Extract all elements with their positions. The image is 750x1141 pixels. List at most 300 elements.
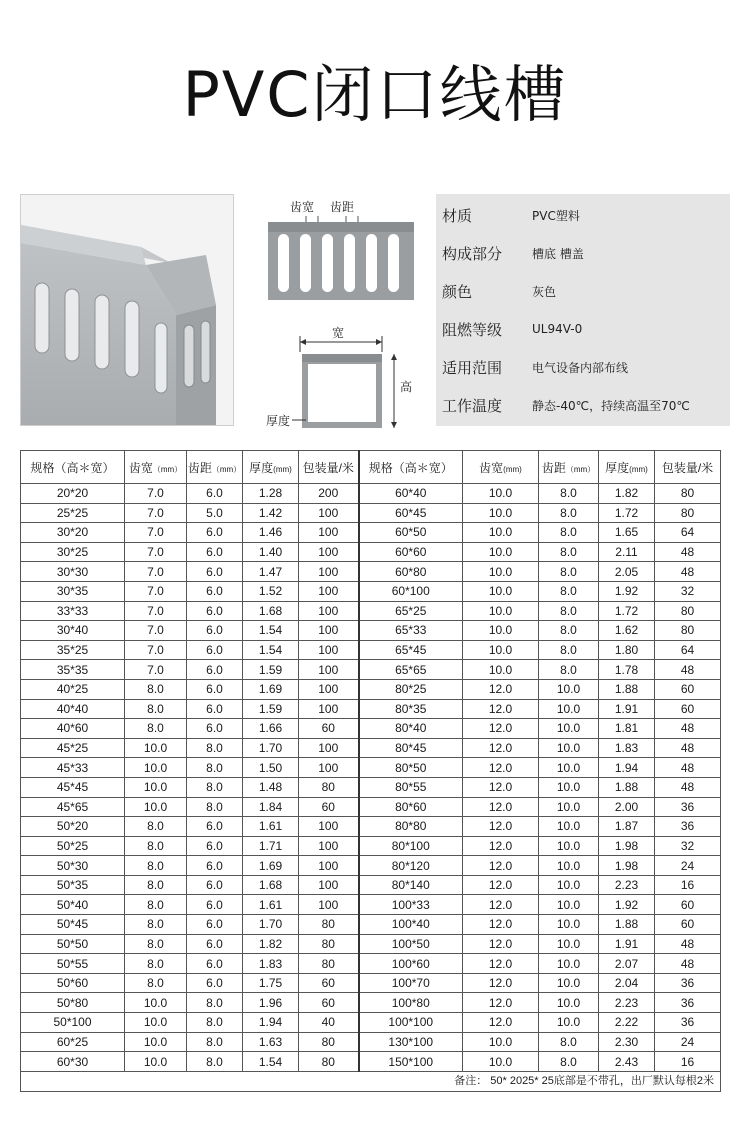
table-row [21,660,721,680]
table-cell: 10.0 [125,777,187,797]
table-cell: 2.23 [599,993,655,1013]
table-cell: 6.0 [187,895,243,915]
table-cell: 60 [299,973,359,993]
table-cell: 60 [655,679,721,699]
table-cell: 60 [299,993,359,1013]
table-cell: 12.0 [463,895,539,915]
column-header-unit: (mm) [629,464,648,474]
table-cell: 8.0 [125,934,187,954]
table-cell: 1.94 [599,758,655,778]
table-cell: 45*33 [21,758,125,778]
table-cell: 80 [655,621,721,641]
table-cell: 1.81 [599,719,655,739]
table-row [21,934,721,954]
table-cell: 48 [655,777,721,797]
table-cell: 80 [655,484,721,504]
table-cell: 100 [299,640,359,660]
table-cell: 10.0 [463,1052,539,1072]
table-cell: 8.0 [539,503,599,523]
table-cell: 10.0 [463,581,539,601]
table-row [21,875,721,895]
property-key: 构成部分 [442,244,503,263]
table-cell: 10.0 [463,601,539,621]
table-cell: 7.0 [125,523,187,543]
table-cell: 10.0 [463,484,539,504]
slot-diagram [262,194,422,306]
table-row [21,817,721,837]
table-cell: 2.43 [599,1052,655,1072]
table-cell: 150*100 [359,1052,463,1072]
table-cell: 1.91 [599,699,655,719]
table-cell: 100*60 [359,954,463,974]
table-cell: 8.0 [125,699,187,719]
table-cell: 24 [655,1032,721,1052]
section-drawing [262,322,422,434]
table-cell: 10.0 [539,738,599,758]
table-cell: 48 [655,954,721,974]
table-cell: 100 [299,542,359,562]
property-row [436,310,730,348]
table-cell: 40 [299,1013,359,1033]
table-cell: 12.0 [463,915,539,935]
column-header-label: 齿宽 [479,460,504,475]
table-cell: 10.0 [539,934,599,954]
table-cell: 8.0 [125,836,187,856]
property-value: 电气设备内部布线 [532,360,629,375]
table-header-row [21,451,721,484]
table-cell: 8.0 [539,1052,599,1072]
table-body [21,484,721,1072]
table-cell: 6.0 [187,621,243,641]
table-row [21,993,721,1013]
table-cell: 1.72 [599,601,655,621]
column-header-label: 厚度 [249,460,274,475]
table-cell: 80*100 [359,836,463,856]
table-cell: 10.0 [463,542,539,562]
table-row [21,836,721,856]
table-row [21,1052,721,1072]
property-row [436,348,730,386]
table-row [21,895,721,915]
table-cell: 80 [299,1032,359,1052]
table-cell: 60 [655,895,721,915]
table-cell: 6.0 [187,954,243,974]
table-cell: 10.0 [539,973,599,993]
table-cell: 8.0 [187,1052,243,1072]
table-cell: 1.91 [599,934,655,954]
table-cell: 1.92 [599,581,655,601]
table-cell: 12.0 [463,777,539,797]
spec-table [20,450,721,1092]
column-header [539,451,599,484]
table-cell: 7.0 [125,484,187,504]
table-cell: 30*30 [21,562,125,582]
table-cell: 8.0 [187,738,243,758]
table-note-row [21,1071,721,1091]
table-cell: 8.0 [539,523,599,543]
table-cell: 8.0 [187,758,243,778]
table-cell: 80 [299,777,359,797]
table-cell: 1.92 [599,895,655,915]
table-cell: 80 [655,503,721,523]
table-cell: 36 [655,797,721,817]
table-cell: 10.0 [539,836,599,856]
table-cell: 1.83 [243,954,299,974]
table-cell: 2.07 [599,954,655,974]
table-cell: 80 [655,601,721,621]
table-cell: 65*25 [359,601,463,621]
table-cell: 1.47 [243,562,299,582]
table-cell: 10.0 [539,719,599,739]
height-label: 高 [400,380,413,394]
table-cell: 50*60 [21,973,125,993]
column-header [125,451,187,484]
property-key: 材质 [442,206,473,225]
table-row [21,915,721,935]
property-value: 静态-40℃，持续高温至70℃ [532,398,690,413]
table-cell: 12.0 [463,797,539,817]
property-row [436,234,730,272]
table-cell: 1.61 [243,817,299,837]
column-header-unit: (mm) [273,464,292,474]
table-cell: 10.0 [125,1052,187,1072]
property-key: 阻燃等级 [442,320,503,339]
table-cell: 2.04 [599,973,655,993]
table-cell: 64 [655,640,721,660]
table-cell: 80 [299,1052,359,1072]
table-cell: 33*33 [21,601,125,621]
table-cell: 8.0 [125,875,187,895]
table-row [21,542,721,562]
table-cell: 30*40 [21,621,125,641]
table-cell: 2.30 [599,1032,655,1052]
table-cell: 1.42 [243,503,299,523]
table-cell: 10.0 [463,503,539,523]
table-cell: 100 [299,856,359,876]
table-cell: 1.70 [243,915,299,935]
table-cell: 80 [299,915,359,935]
table-row [21,777,721,797]
table-cell: 10.0 [463,640,539,660]
table-cell: 100 [299,503,359,523]
table-cell: 6.0 [187,875,243,895]
table-cell: 1.61 [243,895,299,915]
table-cell: 1.46 [243,523,299,543]
column-header-unit: （mm） [152,464,183,474]
table-cell: 60*80 [359,562,463,582]
table-cell: 80*140 [359,875,463,895]
table-cell: 80 [299,954,359,974]
table-cell: 100*33 [359,895,463,915]
table-cell: 16 [655,1052,721,1072]
column-header [655,451,721,484]
table-cell: 100 [299,895,359,915]
table-cell: 60*30 [21,1052,125,1072]
table-cell: 8.0 [539,660,599,680]
table-row [21,562,721,582]
table-note: 备注： 50* 2025* 25底部是不带孔，出厂默认每根2米 [21,1071,721,1091]
table-cell: 10.0 [125,738,187,758]
property-value: UL94V-0 [532,322,583,336]
table-cell: 80*25 [359,679,463,699]
table-cell: 1.54 [243,621,299,641]
table-cell: 6.0 [187,934,243,954]
table-cell: 8.0 [125,895,187,915]
table-cell: 1.96 [243,993,299,1013]
table-cell: 48 [655,758,721,778]
table-cell: 100*100 [359,1013,463,1033]
table-row [21,699,721,719]
table-cell: 1.83 [599,738,655,758]
table-cell: 6.0 [187,973,243,993]
table-cell: 60*60 [359,542,463,562]
table-cell: 6.0 [187,856,243,876]
table-cell: 8.0 [539,581,599,601]
property-value: 槽底 槽盖 [532,246,584,261]
table-cell: 1.94 [243,1013,299,1033]
table-cell: 7.0 [125,542,187,562]
table-cell: 60*25 [21,1032,125,1052]
table-cell: 1.62 [599,621,655,641]
table-cell: 100*50 [359,934,463,954]
table-cell: 10.0 [539,758,599,778]
slot-drawing [262,194,422,306]
table-cell: 10.0 [539,856,599,876]
table-cell: 8.0 [187,777,243,797]
table-cell: 30*20 [21,523,125,543]
table-cell: 100 [299,581,359,601]
table-cell: 25*25 [21,503,125,523]
table-cell: 7.0 [125,581,187,601]
property-row [436,196,730,234]
property-key: 适用范围 [442,358,503,377]
table-cell: 8.0 [187,1013,243,1033]
property-row [436,386,730,424]
table-cell: 1.72 [599,503,655,523]
column-header-label: 齿距 [541,460,566,475]
table-cell: 6.0 [187,817,243,837]
table-cell: 10.0 [463,621,539,641]
table-cell: 10.0 [125,797,187,817]
table-cell: 80 [299,934,359,954]
table-cell: 100*80 [359,993,463,1013]
table-cell: 80*80 [359,817,463,837]
table-cell: 6.0 [187,679,243,699]
table-cell: 6.0 [187,484,243,504]
table-cell: 1.98 [599,836,655,856]
table-cell: 48 [655,719,721,739]
properties-panel [436,194,730,426]
table-row [21,973,721,993]
table-cell: 12.0 [463,934,539,954]
table-cell: 10.0 [125,1013,187,1033]
table-cell: 6.0 [187,562,243,582]
column-header-label: 规格（高＊宽） [368,460,453,475]
table-cell: 10.0 [539,797,599,817]
table-cell: 1.48 [243,777,299,797]
table-row [21,503,721,523]
table-cell: 6.0 [187,660,243,680]
table-cell: 60 [655,699,721,719]
column-header [463,451,539,484]
table-cell: 48 [655,562,721,582]
table-cell: 100 [299,601,359,621]
table-cell: 12.0 [463,875,539,895]
table-cell: 1.98 [599,856,655,876]
table-cell: 130*100 [359,1032,463,1052]
section-diagram [262,322,422,434]
table-cell: 10.0 [125,758,187,778]
column-header-label: 齿距 [187,460,212,475]
column-header-label: 厚度 [605,460,630,475]
column-header [299,451,359,484]
table-cell: 10.0 [125,993,187,1013]
table-cell: 45*65 [21,797,125,817]
table-cell: 8.0 [187,993,243,1013]
table-cell: 50*40 [21,895,125,915]
table-cell: 8.0 [125,915,187,935]
table-cell: 7.0 [125,601,187,621]
table-row [21,719,721,739]
table-cell: 36 [655,993,721,1013]
table-cell: 10.0 [463,1032,539,1052]
table-cell: 1.52 [243,581,299,601]
table-row [21,758,721,778]
property-value: PVC塑料 [532,208,580,223]
column-header-label: 包装量/米 [661,460,714,475]
table-cell: 36 [655,973,721,993]
table-cell: 10.0 [463,562,539,582]
table-cell: 1.71 [243,836,299,856]
table-cell: 7.0 [125,621,187,641]
table-cell: 50*50 [21,934,125,954]
table-row [21,601,721,621]
table-cell: 8.0 [125,679,187,699]
page-title: PVC闭口线槽 [182,58,568,131]
table-cell: 8.0 [125,973,187,993]
table-cell: 65*45 [359,640,463,660]
property-value: 灰色 [532,284,557,299]
table-cell: 1.69 [243,679,299,699]
table-cell: 1.68 [243,875,299,895]
column-header-unit: （mm） [211,464,242,474]
table-cell: 6.0 [187,640,243,660]
table-cell: 36 [655,817,721,837]
table-cell: 50*45 [21,915,125,935]
table-cell: 1.59 [243,699,299,719]
table-cell: 8.0 [539,640,599,660]
table-cell: 8.0 [539,601,599,621]
table-cell: 8.0 [539,484,599,504]
product-photo [20,194,234,426]
table-cell: 5.0 [187,503,243,523]
table-cell: 1.82 [243,934,299,954]
column-header [359,451,463,484]
table-cell: 40*40 [21,699,125,719]
table-cell: 8.0 [125,719,187,739]
table-cell: 30*35 [21,581,125,601]
table-cell: 7.0 [125,640,187,660]
table-cell: 1.78 [599,660,655,680]
table-cell: 80*60 [359,797,463,817]
tooth-width-label: 齿宽 [290,200,315,214]
table-cell: 2.05 [599,562,655,582]
table-cell: 80*40 [359,719,463,739]
tooth-pitch-label: 齿距 [330,200,355,214]
table-cell: 100 [299,875,359,895]
table-cell: 50*20 [21,817,125,837]
table-cell: 100 [299,660,359,680]
table-cell: 45*45 [21,777,125,797]
column-header [243,451,299,484]
table-cell: 100 [299,738,359,758]
table-cell: 45*25 [21,738,125,758]
table-cell: 60*50 [359,523,463,543]
table-row [21,621,721,641]
table-cell: 40*60 [21,719,125,739]
table-cell: 10.0 [539,954,599,974]
table-cell: 2.22 [599,1013,655,1033]
table-cell: 10.0 [539,993,599,1013]
table-cell: 12.0 [463,758,539,778]
table-cell: 24 [655,856,721,876]
table-cell: 100 [299,817,359,837]
table-cell: 80*120 [359,856,463,876]
column-header [599,451,655,484]
table-cell: 12.0 [463,817,539,837]
table-cell: 48 [655,542,721,562]
table-cell: 1.50 [243,758,299,778]
table-cell: 10.0 [539,679,599,699]
column-header [187,451,243,484]
table-cell: 50*35 [21,875,125,895]
table-cell: 1.75 [243,973,299,993]
table-cell: 6.0 [187,523,243,543]
table-cell: 100 [299,621,359,641]
table-cell: 1.69 [243,856,299,876]
table-cell: 40*25 [21,679,125,699]
table-cell: 30*25 [21,542,125,562]
table-cell: 1.84 [243,797,299,817]
table-cell: 50*80 [21,993,125,1013]
table-row [21,738,721,758]
table-cell: 6.0 [187,581,243,601]
table-cell: 12.0 [463,738,539,758]
table-cell: 8.0 [187,1032,243,1052]
table-cell: 12.0 [463,679,539,699]
table-cell: 8.0 [125,954,187,974]
table-cell: 10.0 [125,1032,187,1052]
table-cell: 60*40 [359,484,463,504]
table-row [21,856,721,876]
table-cell: 7.0 [125,503,187,523]
table-cell: 16 [655,875,721,895]
table-cell: 12.0 [463,993,539,1013]
table-row [21,797,721,817]
table-cell: 1.80 [599,640,655,660]
table-cell: 35*25 [21,640,125,660]
table-row [21,523,721,543]
table-cell: 12.0 [463,856,539,876]
column-header [21,451,125,484]
property-key: 工作温度 [442,396,503,415]
table-row [21,1032,721,1052]
table-cell: 80*50 [359,758,463,778]
table-cell: 2.11 [599,542,655,562]
table-cell: 80*35 [359,699,463,719]
table-row [21,1013,721,1033]
table-cell: 6.0 [187,719,243,739]
